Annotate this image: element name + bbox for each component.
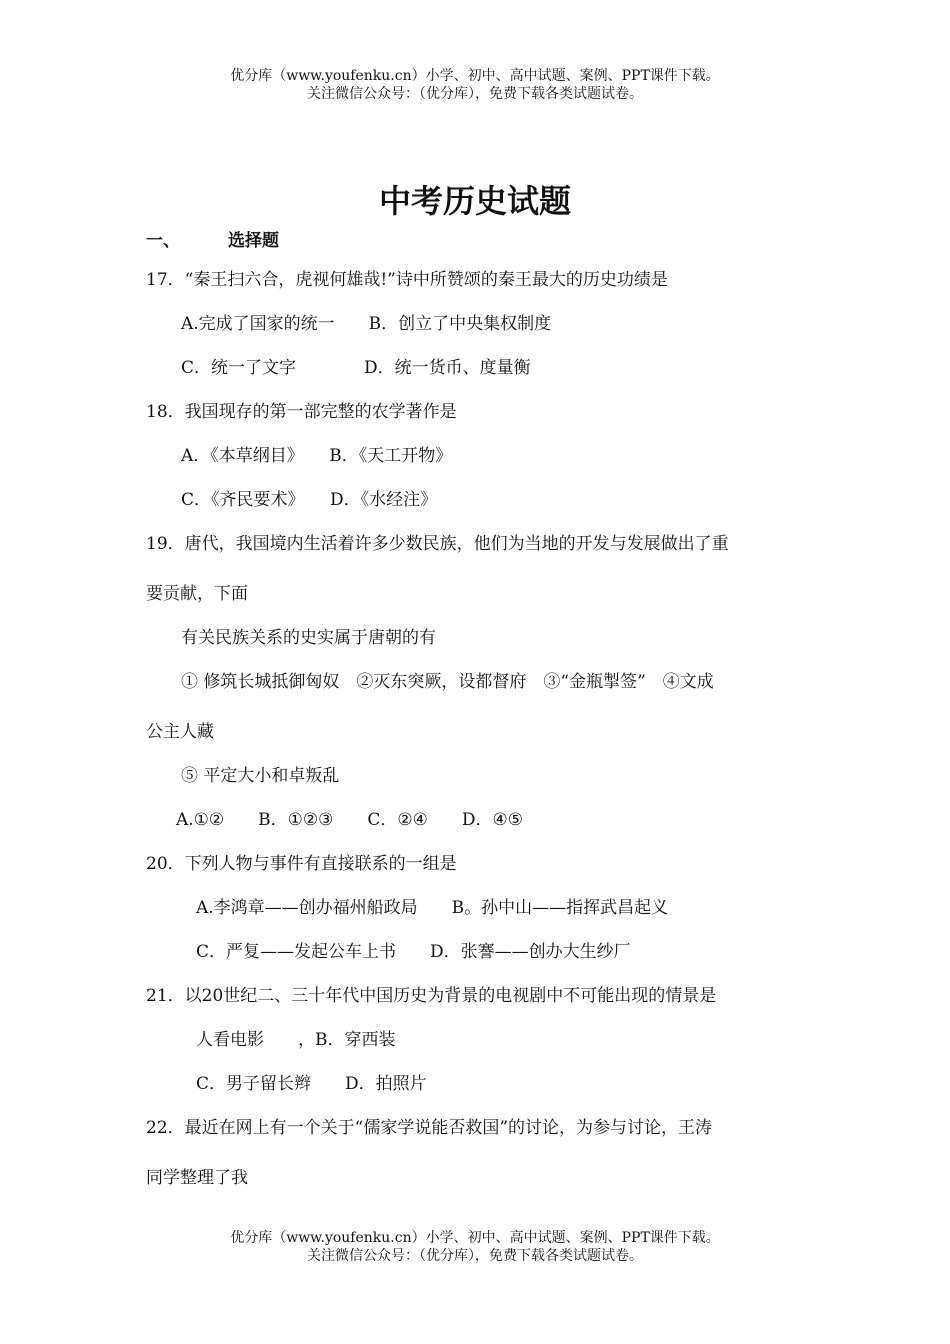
question-19-stem: 19．唐代，我国境内生活着许多少数民族，他们为当地的开发与发展做出了重	[146, 534, 729, 554]
question-17-options-cd: C．统一了文字 D．统一货币、度量衡	[181, 358, 531, 378]
footer-line-1: 优分库（www.youfenku.cn）小学、初中、高中试题、案例、PPT课件下载。	[230, 1230, 720, 1246]
header-line-2: 关注微信公众号：（优分库），免费下载各类试题试卷。	[307, 86, 643, 102]
question-17-stem: 17．“秦王扫六合，虎视何雄哉!”诗中所赞颂的秦王最大的历史功绩是	[146, 270, 668, 290]
question-20-stem: 20．下列人物与事件有直接联系的一组是	[146, 854, 457, 874]
question-21-stem: 21．以20世纪二、三十年代中国历史为背景的电视剧中不可能出现的情景是	[146, 986, 717, 1006]
question-18-stem: 18．我国现存的第一部完整的农学著作是	[146, 402, 457, 422]
footer-line-2: 关注微信公众号：（优分库），免费下载各类试题试卷。	[307, 1248, 643, 1264]
question-18-options-ab: A．《本草纲目》 B．《天工开物》	[181, 446, 453, 466]
question-19-stem-cont: 要贡献，下面	[146, 584, 248, 604]
question-22-stem-cont: 同学整理了我	[146, 1168, 248, 1188]
question-19-items-cont: 公主人藏	[146, 722, 214, 742]
question-21-options-ab: 人看电影 ，B．穿西装	[196, 1030, 396, 1050]
question-21-options-cd: C．男子留长辫 D．拍照片	[196, 1074, 427, 1094]
header-line-1: 优分库（www.youfenku.cn）小学、初中、高中试题、案例、PPT课件下载。	[230, 68, 720, 84]
question-19-prompt: 有关民族关系的史实属于唐朝的有	[181, 628, 436, 648]
question-17-options-ab: A.完成了国家的统一 B．创立了中央集权制度	[181, 314, 552, 334]
question-19-items: ① 修筑长城抵御匈奴 ②灭东突厥，设都督府 ③“金瓶掣签” ④文成	[181, 672, 714, 692]
question-19-options: A.①② B．①②③ C．②④ D．④⑤	[176, 810, 523, 830]
section-number: 一、	[146, 231, 180, 251]
page-title: 中考历史试题	[378, 182, 571, 220]
question-20-options-ab: A.李鸿章——创办福州船政局 B。孙中山——指挥武昌起义	[196, 898, 669, 918]
question-20-options-cd: C．严复——发起公车上书 D．张謇——创办大生纱厂	[196, 942, 631, 962]
question-18-options-cd: C．《齐民要术》 D．《水经注》	[181, 490, 438, 510]
question-19-item-5: ⑤ 平定大小和卓叛乱	[181, 766, 340, 786]
section-label: 选择题	[228, 231, 279, 251]
question-22-stem: 22．最近在网上有一个关于“儒家学说能否救国”的讨论，为参与讨论，王涛	[146, 1118, 713, 1138]
